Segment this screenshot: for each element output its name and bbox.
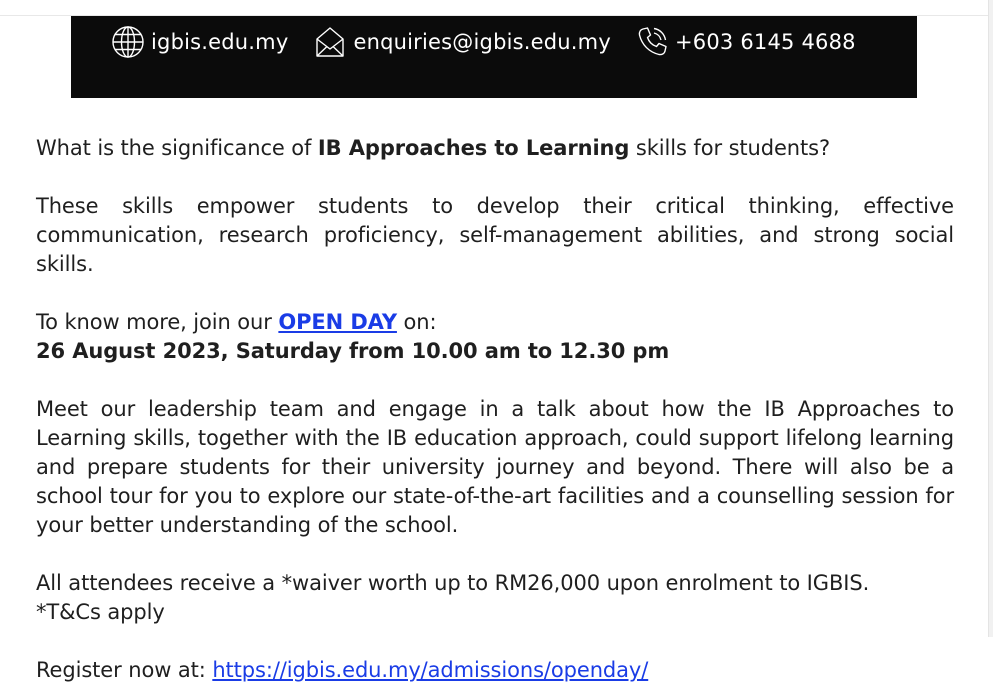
question-line bbox=[36, 134, 954, 163]
question-prefix: What is the significance of bbox=[36, 136, 318, 160]
event-description: Meet our leadership team and engage in a talk about how the IB Approaches to Learning skills, together with the IB education approach, could support lifelong learning and prepare students for their university journey and beyond. There will also be a school tour for you to explore our state-of-the-art facilities and a counselling session for your better understanding of the school. bbox=[36, 397, 954, 537]
register-link[interactable]: https://igbis.edu.my/admissions/openday/ bbox=[212, 658, 649, 682]
phone-icon bbox=[635, 25, 669, 59]
skills-paragraph: These skills empower students to develop their critical thinking, effective communication, research proficiency, self-management abilities, and strong social skills. bbox=[36, 194, 954, 276]
open-day-link[interactable]: OPEN DAY bbox=[278, 310, 397, 334]
terms-note: *T&Cs apply bbox=[36, 600, 165, 624]
envelope-icon bbox=[313, 25, 347, 59]
contact-banner bbox=[71, 16, 917, 98]
website-text: igbis.edu.my bbox=[151, 30, 289, 54]
scrollbar-track[interactable] bbox=[988, 0, 993, 637]
register-prefix: Register now at: bbox=[36, 658, 213, 682]
email-item[interactable] bbox=[313, 25, 611, 59]
know-more-prefix: To know more, join our bbox=[36, 310, 279, 334]
register-line bbox=[36, 656, 954, 685]
question-emphasis: IB Approaches to Learning bbox=[317, 136, 630, 160]
email-text: enquiries@igbis.edu.my bbox=[353, 30, 611, 54]
email-body bbox=[36, 134, 954, 685]
contact-row bbox=[111, 26, 856, 58]
phone-text: +603 6145 4688 bbox=[674, 30, 856, 54]
know-more-suffix: on: bbox=[396, 310, 437, 334]
question-suffix: skills for students? bbox=[629, 136, 831, 160]
event-date-text: 26 August 2023, Saturday from 10.00 am to 12.30 pm bbox=[36, 339, 670, 363]
know-more-line bbox=[36, 308, 954, 337]
website-item[interactable] bbox=[111, 25, 288, 59]
phone-item[interactable] bbox=[635, 25, 856, 59]
event-date bbox=[36, 337, 954, 366]
attendees-offer: All attendees receive a *waiver worth up to RM26,000 upon enrolment to IGBIS. bbox=[36, 571, 870, 595]
globe-icon bbox=[111, 25, 145, 59]
